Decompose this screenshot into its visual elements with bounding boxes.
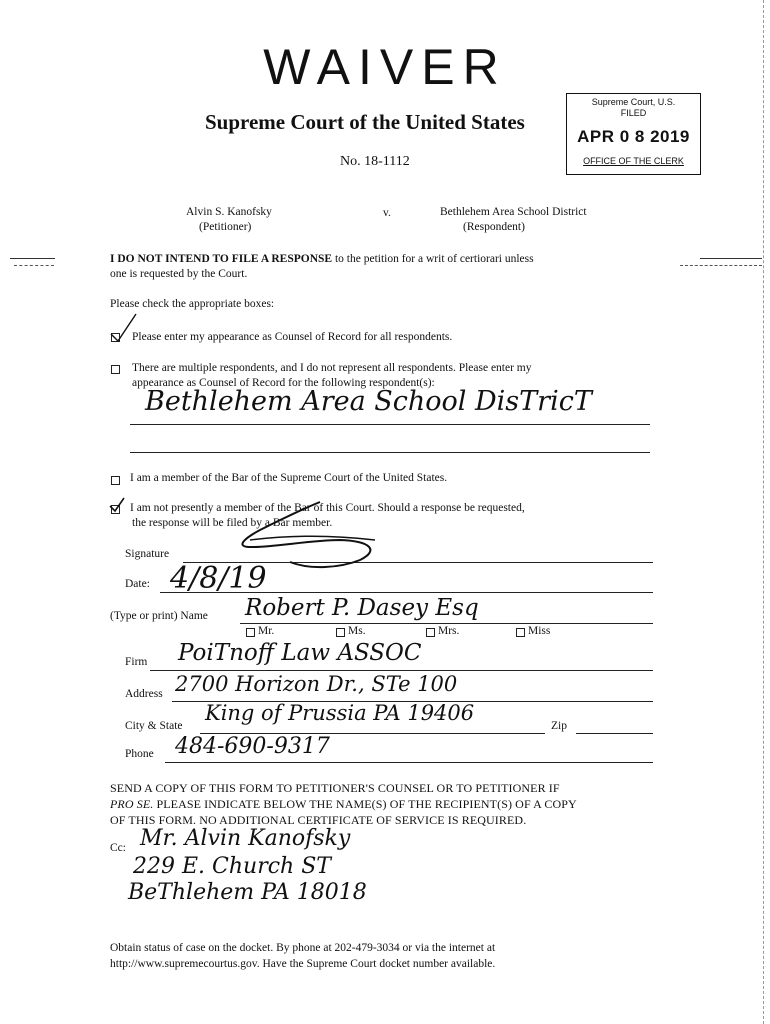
- option-multiple-line1: There are multiple respondents, and I do not represent all respondents. Please enter my: [132, 362, 532, 374]
- stamp-court: Supreme Court, U.S.: [591, 97, 676, 107]
- name-value: Robert P. Dasey Esq: [245, 595, 479, 621]
- city-label: City & State: [125, 720, 183, 732]
- cc-label: Cc:: [110, 842, 126, 854]
- respondent-role: (Respondent): [463, 221, 525, 233]
- versus: v.: [383, 207, 391, 219]
- notice-line3: OF THIS FORM. NO ADDITIONAL CERTIFICATE OF SERVICE IS REQUIRED.: [110, 813, 527, 827]
- checkbox-mrs[interactable]: [426, 628, 435, 637]
- notice-line2-rest: PLEASE INDICATE BELOW THE NAME(S) OF THE RECIPIENT(S) OF A COPY: [153, 797, 577, 811]
- firm-label: Firm: [125, 656, 148, 668]
- title-ms: Ms.: [348, 625, 366, 637]
- form-title: WAIVER: [263, 39, 507, 95]
- zip-line[interactable]: [576, 733, 653, 734]
- name-label: (Type or print) Name: [110, 610, 208, 622]
- firm-value: PoiTnoff Law ASSOC: [178, 640, 422, 666]
- notice-line1: SEND A COPY OF THIS FORM TO PETITIONER'S COUNSEL OR TO PETITIONER IF: [110, 781, 560, 795]
- cc-line1: Mr. Alvin Kanofsky: [140, 826, 351, 851]
- option-bar-member: I am a member of the Bar of the Supreme Court of the United States.: [130, 472, 448, 484]
- checkbox-ms[interactable]: [336, 628, 345, 637]
- petitioner-role: (Petitioner): [199, 221, 252, 233]
- footer-line1: Obtain status of case on the docket. By phone at 202-479-3034 or via the internet at: [110, 942, 496, 954]
- intent-statement: [110, 253, 534, 265]
- notice-pro-se: PRO SE.: [110, 797, 154, 811]
- checkbox-bar-member[interactable]: [111, 476, 120, 485]
- zip-label: Zip: [551, 720, 567, 732]
- notice-line2: [110, 797, 577, 812]
- stamp-filed: FILED: [620, 108, 647, 118]
- intent-line2: one is requested by the Court.: [110, 268, 248, 280]
- respondent-line-1: [130, 424, 650, 425]
- intent-bold: I DO NOT INTEND TO FILE A RESPONSE: [110, 253, 333, 265]
- title-miss: Miss: [528, 625, 551, 637]
- margin-mark-left-2: [14, 265, 54, 266]
- petitioner-name: Alvin S. Kanofsky: [186, 206, 272, 218]
- date-label: Date:: [125, 578, 150, 590]
- name-line[interactable]: [240, 623, 653, 624]
- date-value: 4/8/19: [170, 561, 267, 596]
- cc-line3: BeThlehem PA 18018: [128, 880, 367, 905]
- option-not-bar-line2: the response will be filed by a Bar member.: [132, 517, 333, 529]
- margin-mark-left: [10, 258, 55, 259]
- phone-line[interactable]: [165, 762, 653, 763]
- checkbox-multiple-respondents[interactable]: [111, 365, 120, 374]
- stamp-office: OFFICE OF THE CLERK: [583, 156, 684, 166]
- intent-rest: to the petition for a writ of certiorari unless: [332, 253, 534, 265]
- filed-stamp: [566, 93, 701, 175]
- phone-label: Phone: [125, 748, 154, 760]
- margin-mark-right-2: [680, 265, 762, 266]
- respondent-written: Bethlehem Area School DisTricT: [145, 386, 592, 417]
- address-value: 2700 Horizon Dr., STe 100: [175, 672, 458, 696]
- footer-line2: http://www.supremecourtus.gov. Have the Supreme Court docket number available.: [110, 958, 496, 970]
- cc-line2: 229 E. Church ST: [133, 854, 331, 879]
- date-line[interactable]: [160, 592, 653, 593]
- checkbox-mr[interactable]: [246, 628, 255, 637]
- checkbox-miss[interactable]: [516, 628, 525, 637]
- scan-edge-line: [763, 0, 764, 1024]
- stamp-date: APR 0 8 2019: [577, 127, 690, 146]
- instructions: Please check the appropriate boxes:: [110, 298, 275, 310]
- margin-mark-right: [700, 258, 762, 259]
- option-not-bar-line1: I am not presently a member of the Bar of this Court. Should a response be requested,: [130, 502, 525, 514]
- respondent-line-2: [130, 452, 650, 453]
- title-mr: Mr.: [258, 625, 275, 637]
- title-mrs: Mrs.: [438, 625, 460, 637]
- signature-label: Signature: [125, 548, 170, 560]
- checkmark-icon-2: [108, 496, 126, 514]
- court-name: Supreme Court of the United States: [205, 110, 525, 134]
- option-multiple-line2: appearance as Counsel of Record for the following respondent(s):: [132, 377, 435, 389]
- option-all-respondents: Please enter my appearance as Counsel of Record for all respondents.: [132, 331, 453, 343]
- city-value: King of Prussia PA 19406: [205, 701, 475, 725]
- address-label: Address: [125, 688, 163, 700]
- respondent-name: Bethlehem Area School District: [440, 206, 587, 218]
- phone-value: 484-690-9317: [175, 734, 330, 759]
- docket-number: No. 18-1112: [340, 154, 410, 169]
- firm-line[interactable]: [150, 670, 653, 671]
